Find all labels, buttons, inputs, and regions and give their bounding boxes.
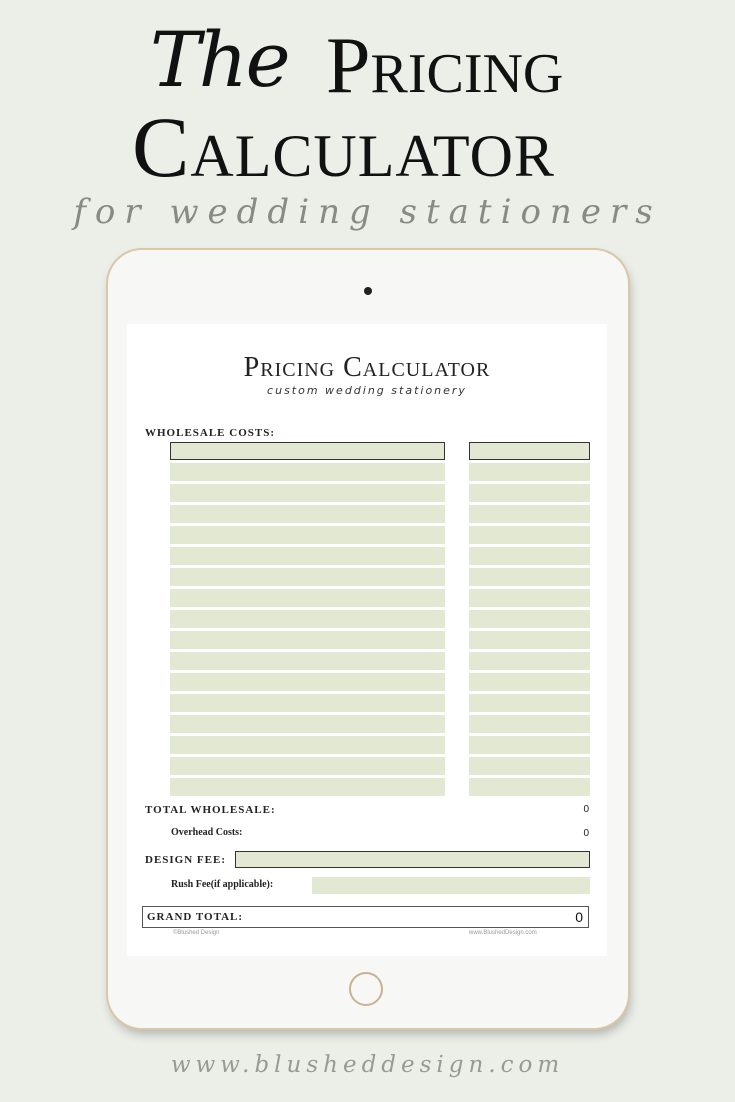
wholesale-item-field[interactable] (170, 610, 445, 628)
grand-total-box (142, 906, 589, 928)
wholesale-cost-field[interactable] (469, 526, 590, 544)
tablet-frame (108, 250, 628, 1028)
wholesale-cost-field[interactable] (469, 673, 590, 691)
wholesale-item-field[interactable] (170, 526, 445, 544)
overhead-costs-value: 0 (583, 828, 589, 839)
wholesale-item-field[interactable] (170, 715, 445, 733)
wholesale-item-field[interactable] (170, 694, 445, 712)
wholesale-cost-field[interactable] (469, 505, 590, 523)
wholesale-item-field[interactable] (170, 736, 445, 754)
wholesale-cost-field[interactable] (469, 442, 590, 460)
wholesale-item-field[interactable] (170, 568, 445, 586)
wholesale-cost-field[interactable] (469, 652, 590, 670)
footer-copyright: ©Blushed Design (173, 930, 220, 936)
sheet-title: Pricing Calculator (243, 352, 491, 383)
total-wholesale-label: TOTAL WHOLESALE: (145, 804, 276, 816)
sheet-subtitle: custom wedding stationery (267, 384, 467, 397)
wholesale-item-field[interactable] (170, 778, 445, 796)
wholesale-item-field[interactable] (170, 547, 445, 565)
wholesale-cost-field[interactable] (469, 463, 590, 481)
wholesale-cost-field[interactable] (469, 736, 590, 754)
wholesale-cost-field[interactable] (469, 778, 590, 796)
website-url: www.blusheddesign.com (170, 1052, 565, 1078)
wholesale-cost-field[interactable] (469, 715, 590, 733)
wholesale-item-field[interactable] (170, 589, 445, 607)
wholesale-cost-field[interactable] (469, 589, 590, 607)
wholesale-cost-field[interactable] (469, 757, 590, 775)
footer-website: www.BlushedDesign.com (469, 930, 537, 936)
wholesale-item-field[interactable] (170, 673, 445, 691)
wholesale-item-field[interactable] (170, 484, 445, 502)
wholesale-costs-label: WHOLESALE COSTS: (145, 427, 276, 439)
wholesale-item-field[interactable] (170, 757, 445, 775)
home-button[interactable] (349, 972, 383, 1006)
header-subtitle: for wedding stationers (73, 192, 662, 232)
title-calculator: Calculator (132, 99, 555, 195)
wholesale-item-field[interactable] (170, 505, 445, 523)
design-fee-field[interactable] (235, 851, 590, 868)
title-the: The (150, 15, 289, 104)
design-fee-label: DESIGN FEE: (145, 854, 226, 866)
wholesale-cost-field[interactable] (469, 631, 590, 649)
grand-total-label: GRAND TOTAL: (147, 911, 244, 923)
total-wholesale-value: 0 (583, 804, 589, 815)
rush-fee-label: Rush Fee(if applicable): (171, 879, 274, 890)
wholesale-cost-field[interactable] (469, 694, 590, 712)
wholesale-item-field[interactable] (170, 442, 445, 460)
rush-fee-field[interactable] (312, 877, 590, 894)
wholesale-cost-field[interactable] (469, 610, 590, 628)
wholesale-item-field[interactable] (170, 463, 445, 481)
wholesale-cost-field[interactable] (469, 547, 590, 565)
title-pricing: Pricing (326, 22, 564, 110)
camera-icon (364, 287, 372, 295)
wholesale-item-field[interactable] (170, 631, 445, 649)
wholesale-cost-field[interactable] (469, 568, 590, 586)
grand-total-value: 0 (575, 909, 583, 925)
wholesale-item-field[interactable] (170, 652, 445, 670)
wholesale-cost-field[interactable] (469, 484, 590, 502)
tablet-screen (127, 324, 607, 956)
overhead-costs-label: Overhead Costs: (171, 827, 243, 838)
